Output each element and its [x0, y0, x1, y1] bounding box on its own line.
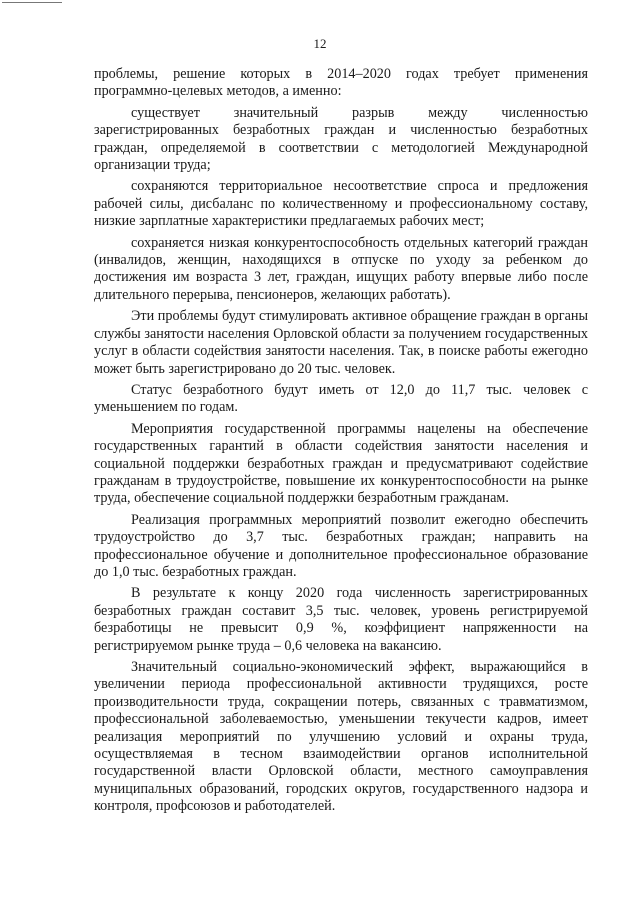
paragraph-8: Реализация программных мероприятий позволит ежегодно обеспечить трудоустройство до 3,7 тыс. безработных граждан; направить на профессиональное обучение и дополнительное профессиональное образование до 1,0 тыс. безработных граждан. [94, 511, 588, 580]
page-number: 12 [313, 36, 327, 51]
paragraph-2: существует значительный разрыв между численностью зарегистрированных безработных граждан и численностью безработных граждан, определяемой в соответствии с методологией Международной организации труда; [94, 104, 588, 174]
paragraph-9: В результате к концу 2020 года численность зарегистрированных безработных граждан составит 3,5 тыс. человек, уровень регистрируемой безработицы не превысит 0,9 %, коэффициент напряженности на регистрируемом рынке труда – 0,6 человека на вакансию. [94, 585, 588, 654]
document-body [94, 66, 588, 820]
paragraph-4: сохраняется низкая конкурентоспособность отдельных категорий граждан (инвалидов, женщин, находящихся в отпуске по уходу за ребенком до достижения им возраста 3 лет, граждан, ищущих работу впервые либо после длительного перерыва, пенсионеров, желающих работать). [94, 234, 588, 303]
paragraph-10: Значительный социально-экономический эффект, выражающийся в увеличении периода профессиональной активности трудящихся, росте производительности труда, сокращении потерь, связанных с травматизмом, профессиональной заболеваемостью, уменьшении текучести кадров, имеет реализация мероприятий по улучшению условий и охраны труда, осуществляемая в тесном взаимодействии органов исполнительной государственной власти Орловской области, местного самоуправления муниципальных образований, городских округов, государственного надзора и контроля, профсоюзов и работодателей. [94, 659, 588, 815]
paragraph-3: сохраняются территориальное несоответствие спроса и предложения рабочей силы, дисбаланс по количественному и профессиональному составу, низкие зарплатные характеристики предлагаемых рабочих мест; [94, 178, 588, 230]
scan-edge-line [2, 2, 62, 3]
paragraph-6: Статус безработного будут иметь от 12,0 до 11,7 тыс. человек с уменьшением по годам. [94, 381, 588, 416]
paragraph-7: Мероприятия государственной программы нацелены на обеспечение государственных гарантий в области содействия занятости населения и социальной поддержки безработных граждан и предусматривают содействие гражданам в трудоустройстве, повышение их конкурентоспособности на рынке труда, обеспечение социальной поддержки безработным гражданам. [94, 420, 588, 507]
paragraph-1: проблемы, решение которых в 2014–2020 годах требует применения программно-целевых методов, а именно: [94, 66, 588, 100]
paragraph-5: Эти проблемы будут стимулировать активное обращение граждан в органы службы занятости населения Орловской области за получением государственных услуг в области содействия занятости населения. Так, в поиске работы ежегодно может быть зарегистрировано до 20 тыс. человек. [94, 308, 588, 377]
